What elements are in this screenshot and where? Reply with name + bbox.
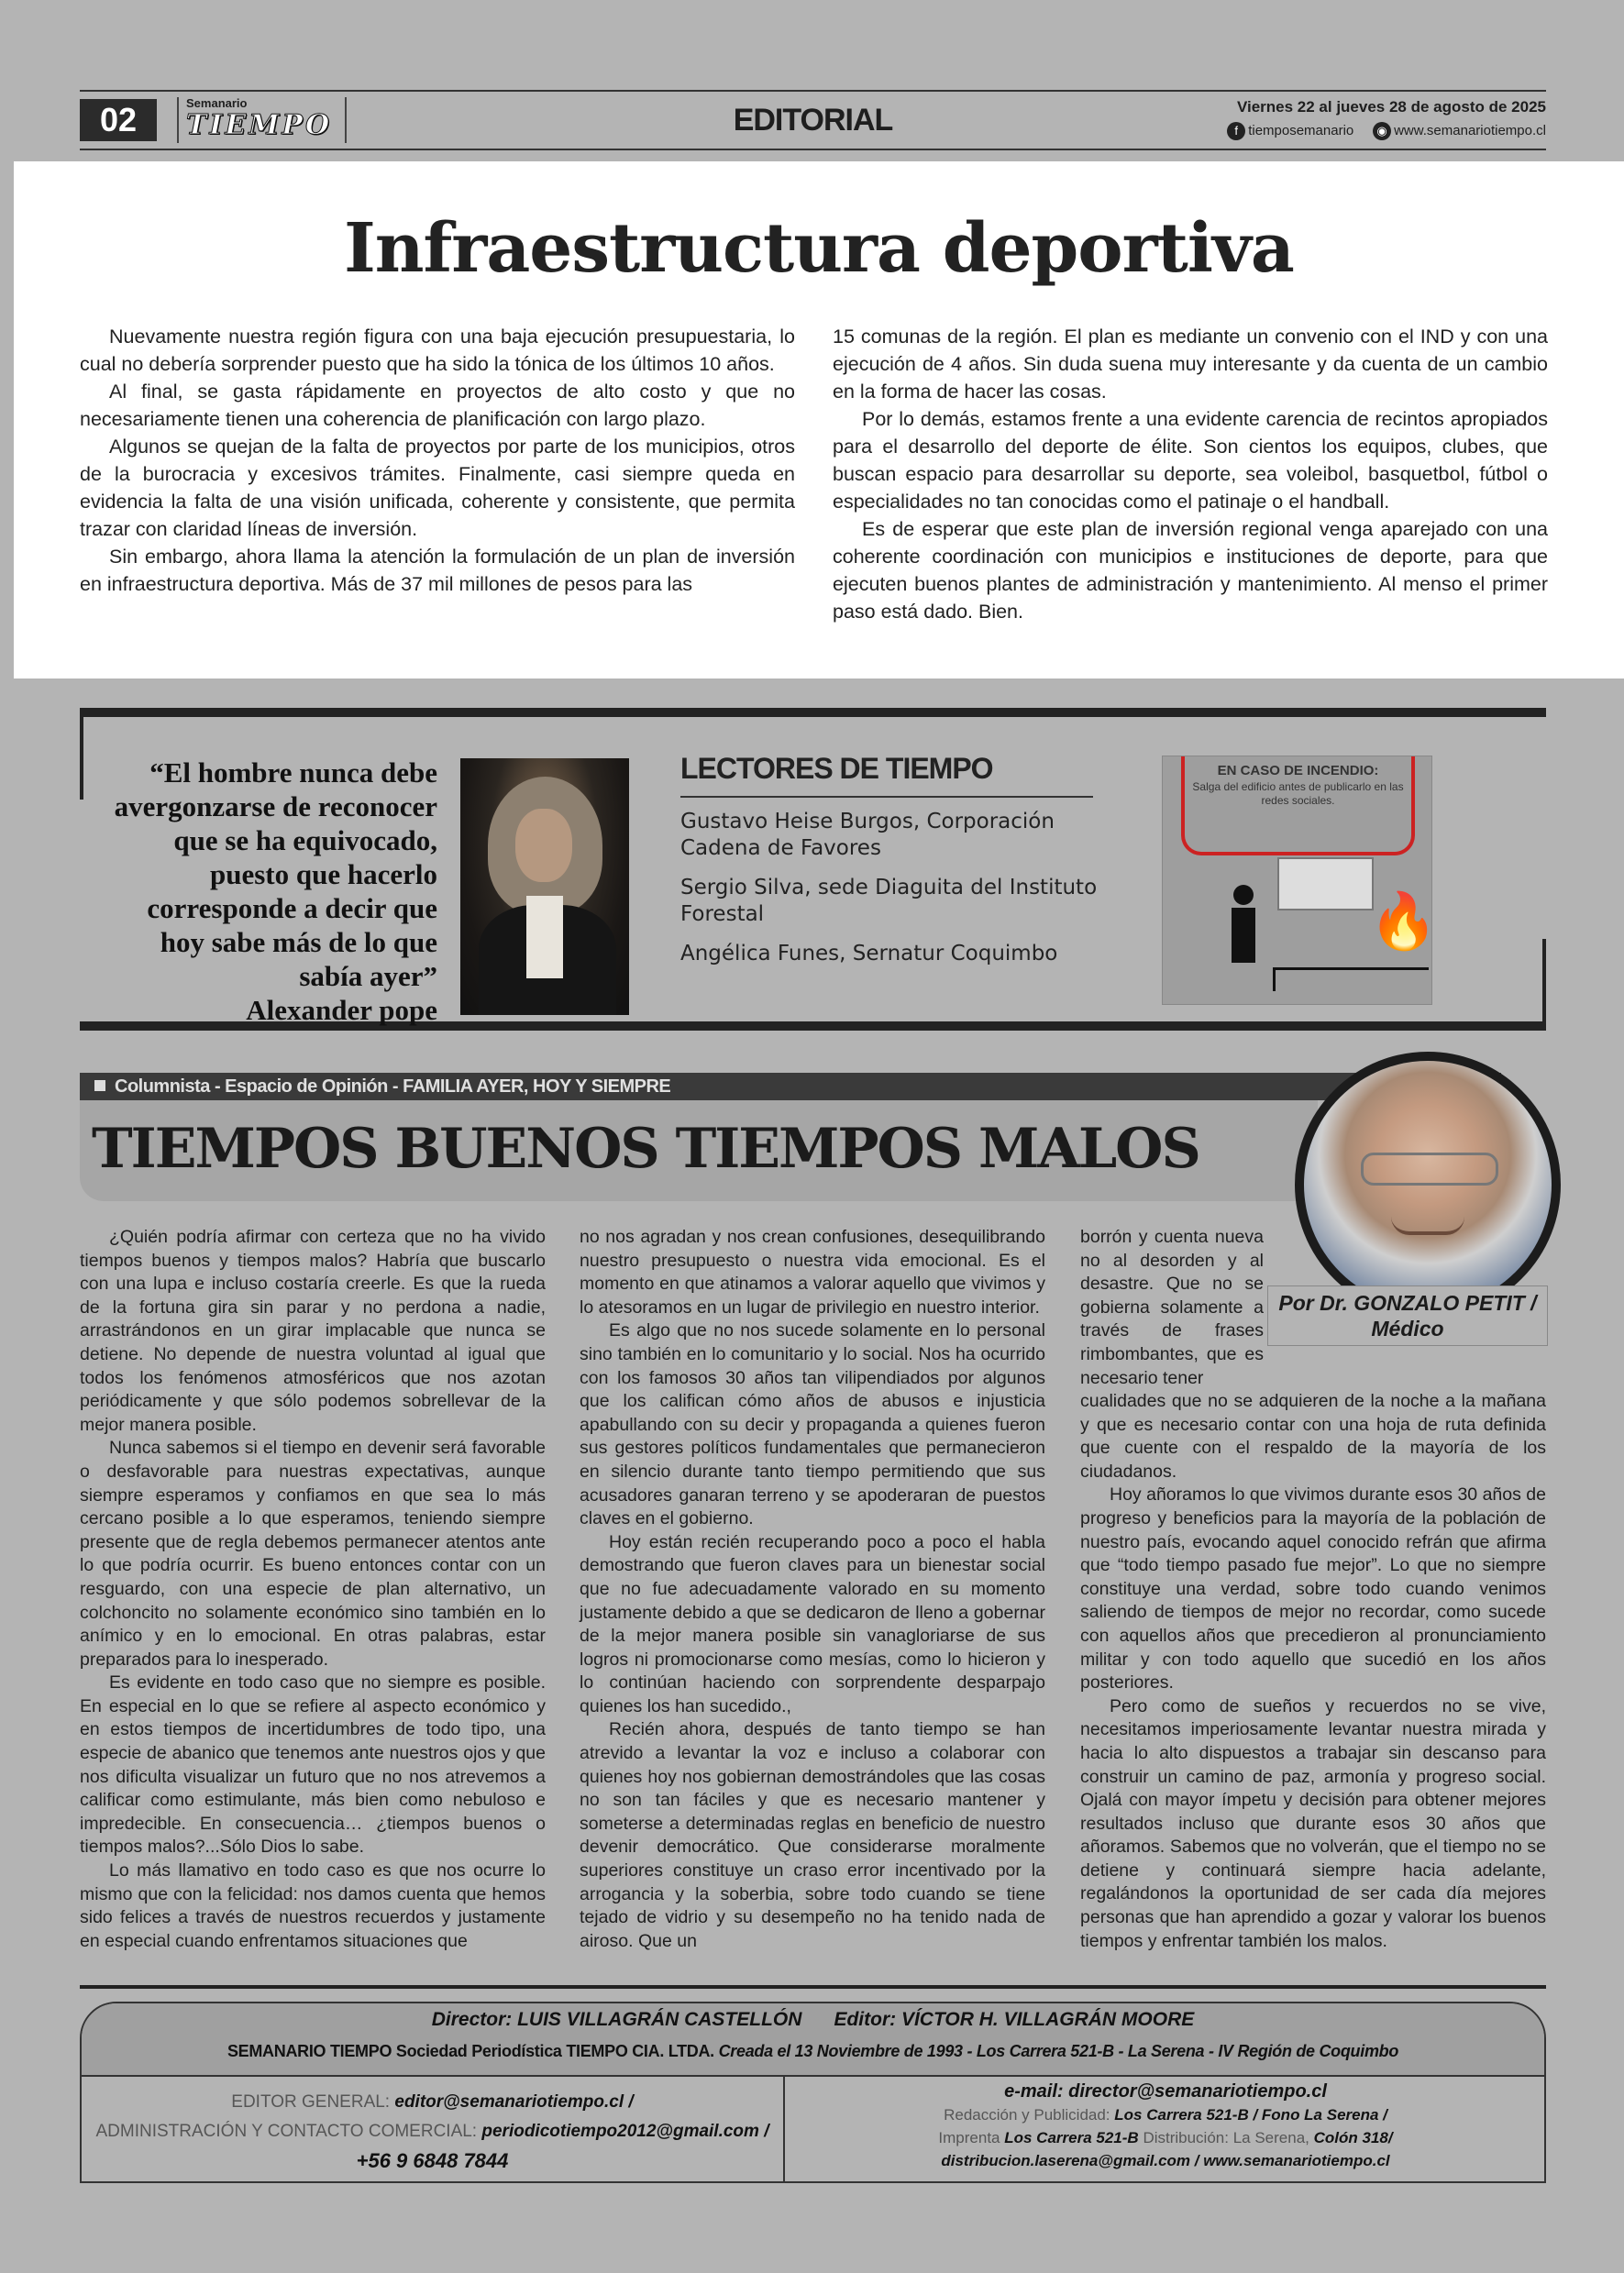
paragraph: Recién ahora, después de tanto tiempo se han atrevido a levantar la voz e incluso a colaborar con quienes hoy nos gobiernan demostrándoles que las cosas no son tan fáciles y que es necesario mantener y someterse a determinadas reglas en beneficio de nuestro devenir democrático. Que considerarse moralmente superiores constituye un craso error incentivado por la arrogancia y la soberbia, sobre todo cuando se tiene tejado de vidrio y su desempeño no ha tenido nada de airoso. Que un [580, 1719, 1045, 1951]
glasses-shape [1361, 1153, 1498, 1186]
issue-date-block [1227, 95, 1546, 143]
shirt-shape [526, 896, 563, 978]
redaccion-label: Redacción y Publicidad: [944, 2106, 1110, 2124]
imprenta-address: Los Carrera 521-B [1004, 2129, 1139, 2146]
masthead-band [82, 2003, 1544, 2077]
paragraph: Algunos se quejan de la falta de proyectos por parte de los municipios, otros de la burocracia y excesivos trámites. Finalmente, casi siempre queda en evidencia la falta de una visión unificada, coherente y consistente, que permita trazar con claridad líneas de inversión. [80, 436, 795, 540]
column-title: TIEMPOS BUENOS TIEMPOS MALOS [92, 1117, 1199, 1181]
exit-board-icon [1277, 857, 1374, 910]
author-photo [1295, 1052, 1561, 1318]
social-links [1227, 119, 1546, 143]
divider [80, 1985, 1546, 1989]
phone-number: +56 9 6848 7844 [356, 2149, 509, 2172]
contact-left [82, 2088, 783, 2176]
company-name: SEMANARIO TIEMPO Sociedad Periodística TIEMPO CIA. LTDA. [226, 2042, 714, 2060]
editor-general-label: EDITOR GENERAL: [231, 2092, 391, 2112]
globe-icon: ◉ [1373, 122, 1391, 140]
paragraph: Sin embargo, ahora llama la atención la formulación de un plan de inversión en infraestructura deportiva. Más de 37 mil millones de pesos para las [80, 546, 795, 595]
director-email[interactable]: director@semanariotiempo.cl [1068, 2081, 1327, 2102]
section-title: EDITORIAL [733, 103, 893, 138]
smile-shape [1391, 1217, 1464, 1235]
admin-label: ADMINISTRACIÓN Y CONTACTO COMERCIAL: [95, 2122, 478, 2141]
column-text-1 [80, 1226, 546, 1953]
quote-author: Alexander pope [246, 994, 437, 1026]
website-link[interactable]: www.semanariotiempo.cl [1394, 123, 1546, 138]
stairs-icon [1273, 967, 1429, 991]
quote-text: “El hombre nunca debe avergonzarse de reconocer que se ha equivocado, puesto que hacerlo corresponde a decir que hoy sabe más de lo que sabía ayer” [114, 756, 437, 992]
logo-big-text: TIEMPO [186, 109, 333, 141]
page-header [80, 90, 1546, 150]
paragraph: borrón y cuenta nueva no al desorden y al desastre. Que no se gobierna solamente a través de frases rimbombantes, que es necesario tener [1080, 1227, 1264, 1388]
paragraph: Hoy están recién recuperando poco a poco el habla demostrando que fueron claves para un bienestar social que no fue adecuadamente valorado en su momento justamente debido a que se dedicaron de lleno a gobernar de la mejor manera posible sin vanagloriarse de sus logros ni promocionarse como mesías, como lo hicieron y lo continúan haciendo con sorprendente desparpajo quienes los han sucedido., [580, 1531, 1045, 1716]
director-name: LUIS VILLAGRÁN CASTELLÓN [517, 2009, 802, 2030]
editor-label: Editor: [834, 2009, 897, 2030]
paragraph: Lo más llamativo en todo caso es que nos ocurre lo mismo que con la felicidad: nos damos cuenta que hemos sido felices a través de nuestros recuerdos y justamente en especial cuando enfrentamos situaciones que [80, 1860, 546, 1951]
facebook-icon: f [1227, 122, 1245, 140]
logo-small-text: Semanario [186, 96, 248, 110]
list-item: Angélica Funes, Sernatur Coquimbo [680, 942, 1058, 965]
paragraph: Pero como de sueños y recuerdos no se vive, necesitamos imperiosamente levantar nuestra mirada y hacia lo alto dispuestos a trabajar sin descanso para construir un camino de paz, armonía y progreso social. Ojalá con mayor ímpetu y decisión para obtener mejores resultados incluso que durante esos 30 años que añoramos. Sabemos que no volverán, que el tiempo no se detiene y continuará siempre hacia adelante, regalándonos la oportunidad de ser cada día mejores personas que han aprendido a gozar y valorar los buenos tiempos y enfrentar también los malos. [1080, 1695, 1546, 1951]
paragraph: no nos agradan y nos crean confusiones, desequilibrando nuestro presupuesto o nuestra vida emocional. Es el momento en que atinamos a valorar aquello que vivimos y lo atesoramos en un lugar de privilegio en nuestro interior. [580, 1227, 1045, 1318]
email-label: e-mail: [1004, 2081, 1064, 2102]
paragraph: Por lo demás, estamos frente a una evidente carencia de recintos apropiados para el desarrollo del deporte de élite. Son cientos los equipos, clubes, que buscan espacio para desarrollar su deporte, sea voleibol, basquetbol, fútbol o especialidades no tan conocidas como el patinaje o el handball. [833, 408, 1548, 513]
sign-heading-box [1181, 756, 1415, 855]
company-founded: Creada el 13 Noviembre de 1993 - Los Carrera 521-B - La Serena - IV Región de Coquimbo [718, 2042, 1399, 2060]
editorial-column-1 [80, 323, 795, 598]
author-name: Por Dr. GONZALO PETIT / [1278, 1291, 1537, 1315]
paragraph: ¿Quién podría afirmar con certeza que no ha vivido tiempos buenos y tiempos malos? Habría que buscarlo con una lupa e incluso costaría creerle. Es que la rueda de la fortuna gira sin parar y no perdona a nadie, arrastrándonos en un girar implacable que nunca se detiene. No depende de nuestra voluntad al igual que todos los fenómenos atmosféricos que nos azotan periódicamente y que sólo podemos sobrellevar de la mejor manera posible. [80, 1227, 546, 1435]
imprenta-label: Imprenta [938, 2129, 1000, 2146]
sign-heading: EN CASO DE INCENDIO: [1217, 763, 1379, 778]
column-kicker-bar [80, 1073, 1501, 1100]
column-text-2 [580, 1226, 1045, 1953]
admin-email[interactable]: periodicotiempo2012@gmail.com / [481, 2122, 769, 2141]
company-line [82, 2042, 1544, 2061]
divider [680, 796, 1093, 798]
distrib-label: Distribución: La Serena, [1143, 2129, 1309, 2146]
readers-list [680, 809, 1102, 980]
divider [1542, 939, 1546, 1021]
paragraph: Es evidente en todo caso que no siempre es posible. En especial en lo que se refiere al aspecto económico y en estos tiempos de incertidumbres de todo tipo, una especie de abanico que tenemos ante nuestros ojos y que nos dificulta visualizar un futuro que no nos atrevemos a calificar como estimulante, más bien como nebuloso e impredecible. En consecuencia… ¿tiempos buenos o tiempos malos?...Sólo Dios lo sabe. [80, 1672, 546, 1858]
list-item: Gustavo Heise Burgos, Corporación Cadena de Favores [680, 810, 1055, 860]
editorial-column-2 [833, 323, 1548, 625]
paragraph: Es de esperar que este plan de inversión regional venga aparejado con una coherente coordinación con municipios e instituciones de deporte, para que ejecuten buenos plantes de administración y mantenimiento. Al menso el primer paso está dado. Bien. [833, 518, 1548, 623]
editor-general-email[interactable]: editor@semanariotiempo.cl / [394, 2092, 634, 2112]
editorial-title: Infraestructura deportiva [344, 209, 1294, 288]
editorial-article [14, 161, 1624, 679]
quote-block [107, 756, 437, 1027]
paragraph: Es algo que no nos sucede solamente en lo personal sino también en lo comunitario y lo social. Nos ha ocurrido con los famosos 30 años tan vilipendiados por algunos que los califican cómo años de abusos e injusticia apabullando con su decir y propaganda a quienes fueron sus gestores políticos fundamentales que permanecieron en silencio durante tanto tiempo permitiendo que sus acusadores ganaran terreno y se apoderaran de puestos claves en el gobierno. [580, 1320, 1045, 1529]
masthead-footer [80, 2002, 1546, 2183]
person-icon [1225, 885, 1262, 986]
fire-sign-image [1162, 756, 1438, 1005]
issue-date: Viernes 22 al jueves 28 de agosto de 2025 [1236, 98, 1546, 116]
column-text-3-top [1080, 1226, 1264, 1390]
divider [80, 717, 83, 800]
paragraph: 15 comunas de la región. El plan es mediante un convenio con el IND y con una ejecución de 4 años. Sin duda suena muy interesante y da cuenta de un cambio en la forma de hacer las cosas. [833, 326, 1548, 403]
distrib-contact[interactable]: distribucion.laserena@gmail.com / www.semanariotiempo.cl [941, 2152, 1390, 2169]
facebook-handle[interactable]: tiemposemanario [1248, 123, 1354, 138]
sign-subtext: Salga del edificio antes de publicarlo en las redes sociales. [1192, 780, 1404, 807]
director-label: Director: [431, 2009, 513, 2030]
portrait-image [460, 758, 629, 1015]
face-shape [515, 809, 572, 882]
staff-line [82, 2009, 1544, 2031]
column-kicker: Columnista - Espacio de Opinión - FAMILIA AYER, HOY Y SIEMPRE [115, 1076, 671, 1097]
redaccion-address: Los Carrera 521-B / Fono La Serena / [1114, 2106, 1387, 2124]
paragraph: Al final, se gasta rápidamente en proyectos de alto costo y que no necesariamente tienen una coherencia de planificación con largo plazo. [80, 381, 795, 430]
column-text-3 [1080, 1390, 1546, 1953]
paragraph: Nuevamente nuestra región figura con una baja ejecución presupuestaria, lo cual no debería sorprender puesto que ha sido la tónica de los últimos 10 años. [80, 326, 795, 375]
author-byline [1267, 1285, 1548, 1346]
quote-and-readers-band [80, 708, 1546, 1031]
paragraph: Nunca sabemos si el tiempo en devenir será favorable o desfavorable para nuestras expectativas, aunque siempre esperamos y confiamos en que sea lo más cercano posible a lo que esperamos, teniendo siempre presente que de regla debemos permanecer atentos ante lo que podría ocurrir. Es bueno entonces contar con un resguardo, con una especie de plan alternativo, un colchoncito no solamente económico sino también en lo anímico y en lo emocional. En otras palabras, estar preparados para lo inesperado. [80, 1438, 546, 1670]
fire-icon: 🔥 [1369, 890, 1438, 952]
column-title-box [80, 1100, 1318, 1201]
paragraph: cualidades que no se adquieren de la noche a la mañana y que es necesario contar con una hoja de ruta definida que cuente con el respaldo de la mayoría de los ciudadanos. [1080, 1391, 1546, 1482]
list-item: Sergio Silva, sede Diaguita del Instituto Forestal [680, 876, 1098, 926]
readers-title: LECTORES DE TIEMPO [680, 752, 993, 785]
editor-name: VÍCTOR H. VILLAGRÁN MOORE [900, 2009, 1195, 2030]
distrib-address: Colón 318/ [1313, 2129, 1393, 2146]
page-number: 02 [80, 99, 157, 141]
paragraph: Hoy añoramos lo que vivimos durante esos 30 años de progreso y beneficios para la mayoría de la población de nuestro país, evocando aquel conocido refrán que afirma que “todo tiempo pasado fue mejor”. Lo que no siempre constituye una verdad, sobre todo cuando venimos saliendo de tiempos de mejor no recordar, como sucede con aquellos años que precedieron al pronunciamiento militar y con todo aquello que sucedió en los años posteriores. [1080, 1484, 1546, 1694]
author-role: Médico [1371, 1317, 1444, 1341]
contact-right [785, 2080, 1546, 2172]
square-icon [94, 1080, 105, 1091]
